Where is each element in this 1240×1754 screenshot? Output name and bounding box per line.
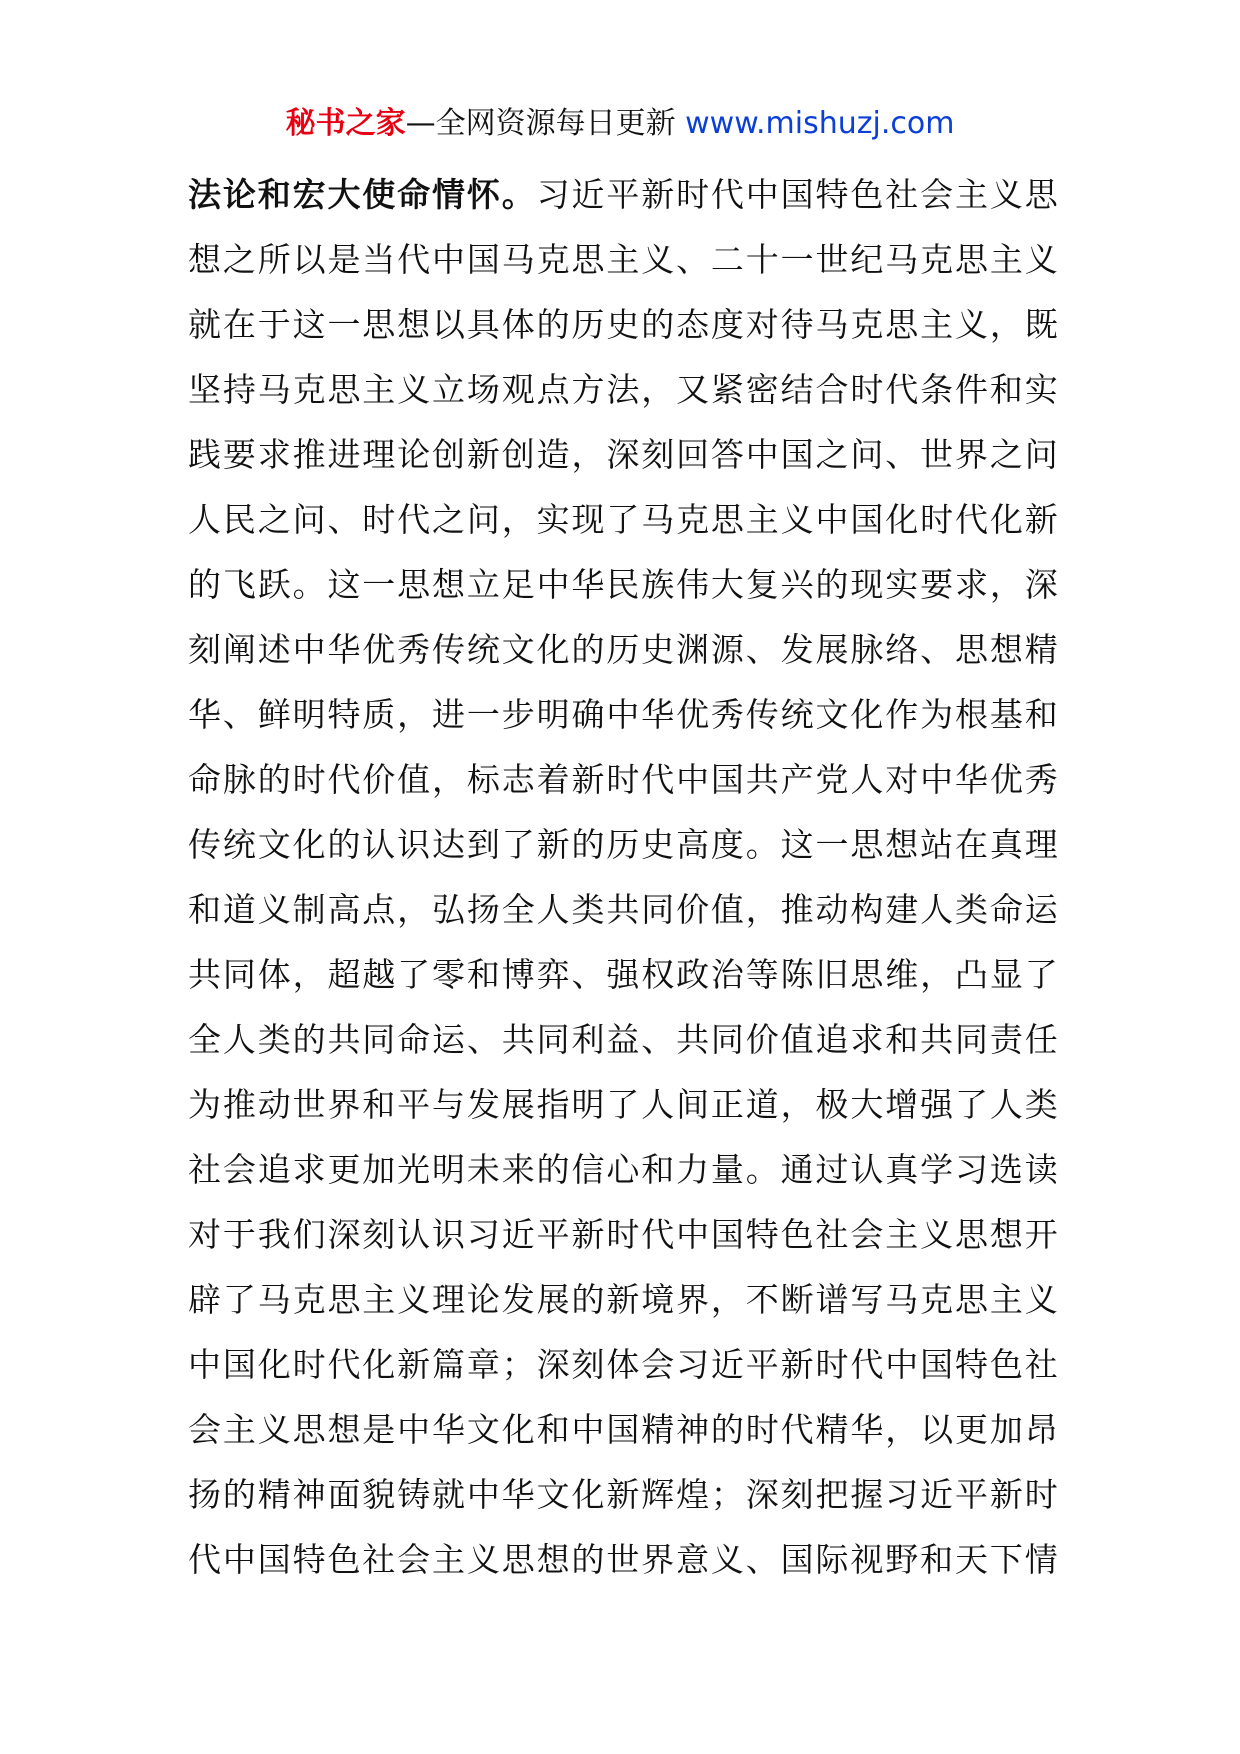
text-line: 对于我们深刻认识习近平新时代中国特色社会主义思想开 bbox=[188, 1215, 1058, 1254]
text-line-content: 习近平新时代中国特色社会主义思 bbox=[536, 175, 1058, 214]
text-line: 践要求推进理论创新创造，深刻回答中国之问、世界之问 bbox=[188, 435, 1058, 474]
header-tagline: —全网资源每日更新 bbox=[405, 106, 686, 141]
text-line: 华、鲜明特质，进一步明确中华优秀传统文化作为根基和 bbox=[188, 695, 1058, 734]
text-line: 刻阐述中华优秀传统文化的历史渊源、发展脉络、思想精 bbox=[188, 630, 1058, 669]
text-line: 社会追求更加光明未来的信心和力量。通过认真学习选读 bbox=[188, 1150, 1058, 1189]
text-line: 共同体，超越了零和博弈、强权政治等陈旧思维，凸显了 bbox=[188, 955, 1058, 994]
text-line: 人民之问、时代之问，实现了马克思主义中国化时代化新 bbox=[188, 500, 1058, 539]
page-header bbox=[0, 100, 1240, 148]
text-line: 命脉的时代价值，标志着新时代中国共产党人对中华优秀 bbox=[188, 760, 1058, 799]
body-paragraph bbox=[188, 162, 1058, 1592]
text-line: 扬的精神面貌铸就中华文化新辉煌；深刻把握习近平新时 bbox=[188, 1475, 1058, 1514]
text-line: 传统文化的认识达到了新的历史高度。这一思想站在真理 bbox=[188, 825, 1058, 864]
text-line: 坚持马克思主义立场观点方法，又紧密结合时代条件和实 bbox=[188, 370, 1058, 409]
text-line: 为推动世界和平与发展指明了人间正道，极大增强了人类 bbox=[188, 1085, 1058, 1124]
text-line: 和道义制高点，弘扬全人类共同价值，推动构建人类命运 bbox=[188, 890, 1058, 929]
text-line: 代中国特色社会主义思想的世界意义、国际视野和天下情 bbox=[188, 1540, 1058, 1579]
text-line: 的飞跃。这一思想立足中华民族伟大复兴的现实要求，深 bbox=[188, 565, 1058, 604]
text-line: 就在于这一思想以具体的历史的态度对待马克思主义，既 bbox=[188, 305, 1058, 344]
text-line bbox=[188, 162, 1058, 227]
header-brand: 秘书之家 bbox=[285, 106, 406, 141]
text-line: 会主义思想是中华文化和中国精神的时代精华，以更加昂 bbox=[188, 1410, 1058, 1449]
lead-bold-phrase: 法论和宏大使命情怀。 bbox=[188, 175, 537, 214]
header-url-link[interactable]: www.mishuzj.com bbox=[685, 106, 955, 141]
text-line: 全人类的共同命运、共同利益、共同价值追求和共同责任 bbox=[188, 1020, 1058, 1059]
text-line: 辟了马克思主义理论发展的新境界，不断谱写马克思主义 bbox=[188, 1280, 1058, 1319]
text-line: 中国化时代化新篇章；深刻体会习近平新时代中国特色社 bbox=[188, 1345, 1058, 1384]
text-line: 想之所以是当代中国马克思主义、二十一世纪马克思主义 bbox=[188, 240, 1058, 279]
